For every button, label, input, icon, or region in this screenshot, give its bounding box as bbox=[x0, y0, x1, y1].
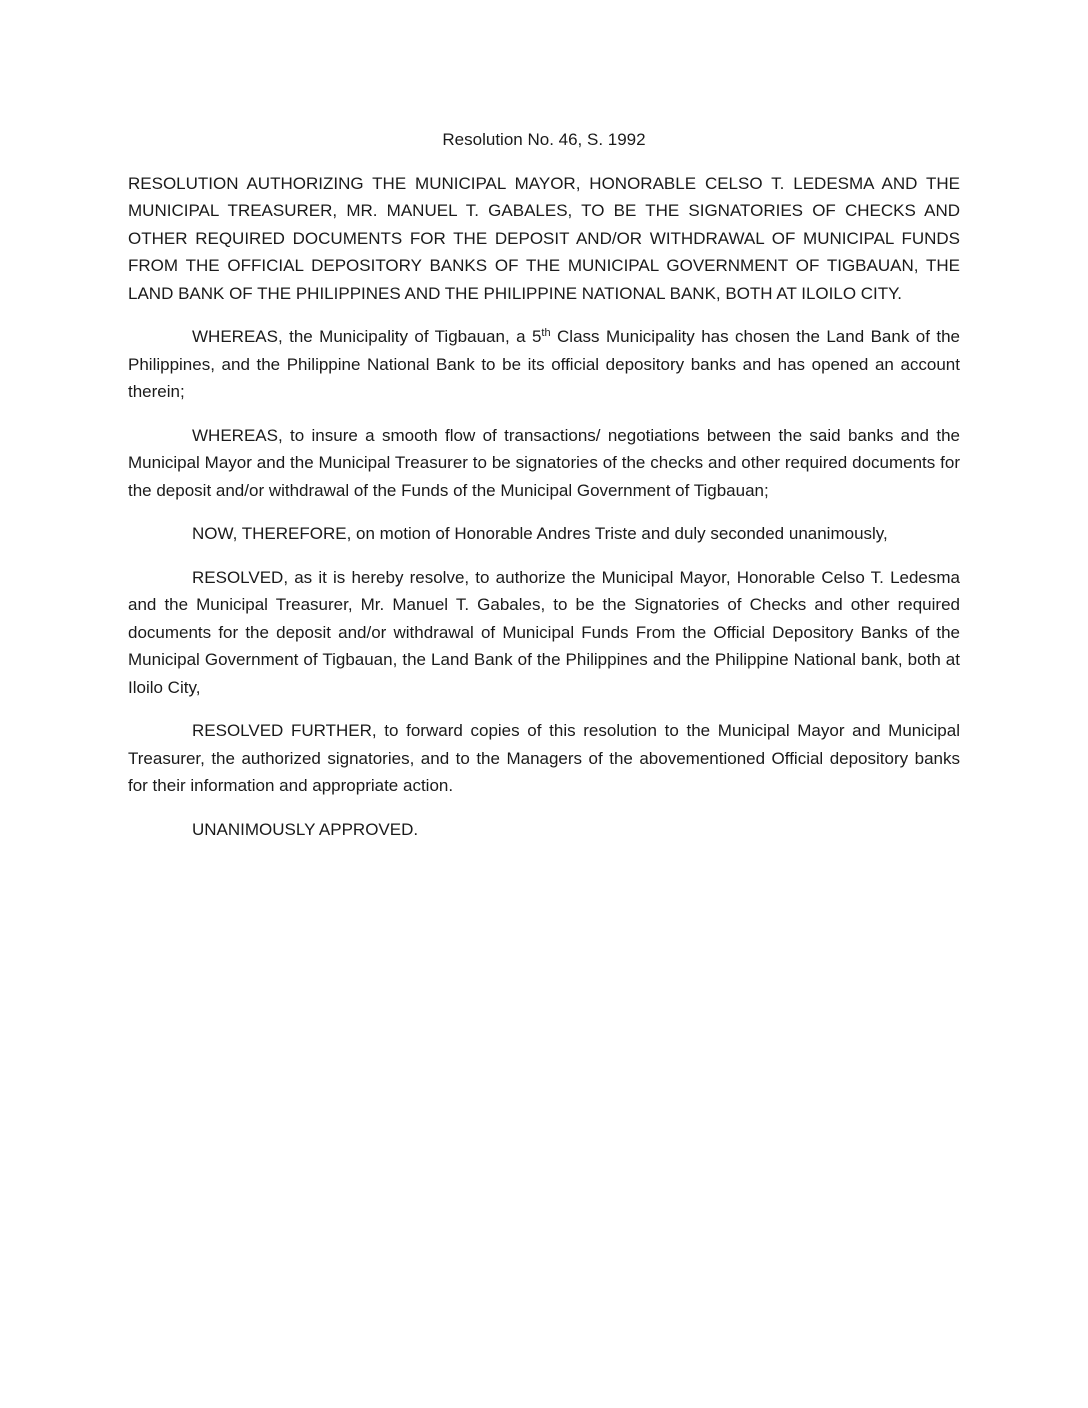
resolved-further-paragraph: RESOLVED FURTHER, to forward copies of this resolution to the Municipal Mayor and Municipal Treasurer, the authorized signatories, and to the Managers of the abovementioned Official depository banks for their information and appropriate action. bbox=[128, 721, 960, 795]
approval-statement: UNANIMOUSLY APPROVED. bbox=[192, 819, 419, 839]
whereas-1-text-before: WHEREAS, the Municipality of Tigbauan, a 5 bbox=[192, 327, 542, 346]
resolved-paragraph: RESOLVED, as it is hereby resolve, to authorize the Municipal Mayor, Honorable Celso T. Ledesma and the Municipal Treasurer, Mr. Manuel T. Gabales, to be the Signatories of Checks and other required documents for the deposit and/or withdrawal of Municipal Funds From the Official Depository Banks of the Municipal Government of Tigbauan, the Land Bank of the Philippines and the Philippine National bank, both at Iloilo City, bbox=[128, 567, 960, 697]
whereas-1-text-after: Class Municipality has chosen the Land Bank of the Philippines, and the Philippine National Bank to be its official depository banks and has opened an account therein; bbox=[128, 327, 960, 401]
document-page bbox=[128, 126, 960, 859]
now-therefore-paragraph: NOW, THEREFORE, on motion of Honorable Andres Triste and duly seconded unanimously, bbox=[192, 524, 888, 543]
whereas-paragraph-1 bbox=[128, 323, 960, 406]
whereas-paragraph-2: WHEREAS, to insure a smooth flow of transactions/ negotiations between the said banks and the Municipal Mayor and the Municipal Treasurer to be signatories of the checks and other required documents for the deposit and/or withdrawal of the Funds of the Municipal Government of Tigbauan; bbox=[128, 425, 960, 500]
resolution-title: Resolution No. 46, S. 1992 bbox=[442, 130, 646, 149]
resolution-heading: RESOLUTION AUTHORIZING THE MUNICIPAL MAYOR, HONORABLE CELSO T. LEDESMA AND THE MUNICIPAL TREASURER, MR. MANUEL T. GABALES, TO BE THE SIGNATORIES OF CHECKS AND OTHER REQUIRED DOCUMENTS FOR THE DEPOSIT AND/OR WITHDRAWAL OF MUNICIPAL FUNDS FROM THE OFFICIAL DEPOSITORY BANKS OF THE MUNICIPAL GOVERNMENT OF TIGBAUAN, THE LAND BANK OF THE PHILIPPINES AND THE PHILIPPINE NATIONAL BANK, BOTH AT ILOILO CITY. bbox=[128, 173, 960, 303]
ordinal-superscript: th bbox=[541, 327, 551, 339]
